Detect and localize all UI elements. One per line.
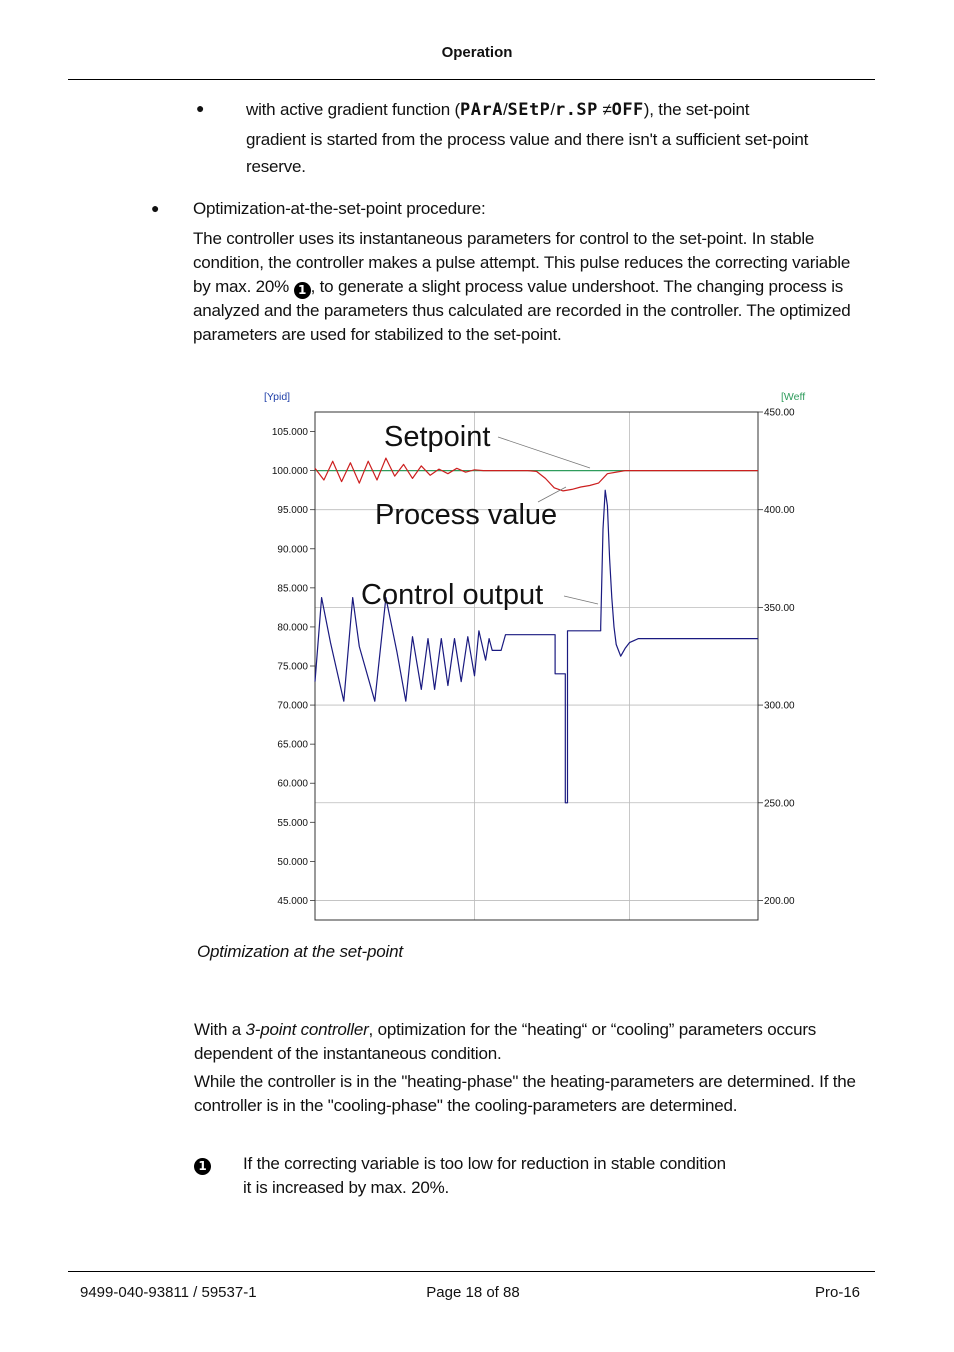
right-axis-label: [Weff (781, 391, 806, 403)
note-line1: If the correcting variable is too low for reduction in stable condition (243, 1154, 726, 1173)
bullet: ● (196, 100, 205, 116)
left-tick-label: 55.000 (277, 817, 308, 829)
optimization-line4: analyzed and the parameters thus calculated are recorded in the controller. The optimized (193, 301, 851, 320)
left-tick-label: 45.000 (277, 895, 308, 907)
left-tick-label: 80.000 (277, 622, 308, 634)
footnote-marker-icon: 1 (194, 1158, 211, 1175)
annotation-control-output: Control output (361, 579, 544, 611)
left-tick-label: 75.000 (277, 661, 308, 673)
right-tick-label: 400.00 (764, 505, 795, 517)
param-code: PArA (459, 100, 503, 120)
page-header-title: Operation (441, 44, 513, 61)
emphasis: 3-point controller (245, 1020, 369, 1039)
bullet: ● (151, 200, 160, 216)
gradient-bullet-line2: gradient is started from the process value and there isn't a sufficient set-point (246, 130, 809, 149)
optimization-line5: parameters are used for stabilized to the set-point. (193, 325, 562, 344)
left-axis-label: [Ypid] (264, 391, 291, 403)
optimization-line1: The controller uses its instantaneous parameters for control to the set-point. In stable (193, 229, 815, 248)
text-segment: with active gradient function ( (246, 100, 460, 119)
chart-grid (315, 412, 758, 920)
control-output-callout-line (564, 596, 598, 604)
text-segment: ), the set-point (643, 100, 750, 119)
right-tick-label: 300.00 (764, 700, 795, 712)
plot-frame (315, 412, 758, 920)
footer-product: Pro-16 (815, 1284, 861, 1301)
note-line2: it is increased by max. 20%. (243, 1178, 450, 1197)
setpoint-callout-line (498, 437, 590, 468)
footer-page-number: Page 18 of 88 (426, 1284, 520, 1301)
left-tick-label: 60.000 (277, 778, 308, 790)
footer-doc-number: 9499-040-93811 / 59537-1 (80, 1284, 257, 1301)
annotation-setpoint: Setpoint (384, 421, 491, 453)
left-axis-ticks (272, 427, 315, 907)
process-value-line (315, 458, 758, 491)
text-segment: , optimization for the “heating“ or “cooling” parameters occurs (368, 1020, 817, 1039)
text-segment: by max. 20% (193, 277, 290, 296)
left-tick-label: 65.000 (277, 739, 308, 751)
text-segment: With a (194, 1020, 246, 1039)
right-tick-label: 350.00 (764, 602, 795, 614)
text-segment: , to generate a slight process value undershoot. The changing process is (310, 277, 844, 296)
three-point-line4: controller is in the "cooling-phase" the cooling-parameters are determined. (194, 1096, 738, 1115)
three-point-line2: dependent of the instantaneous condition. (194, 1044, 502, 1063)
left-tick-label: 100.000 (271, 466, 308, 478)
gradient-bullet-line3: reserve. (246, 157, 306, 176)
left-tick-label: 70.000 (277, 700, 308, 712)
right-tick-label: 450.00 (764, 407, 795, 419)
optimization-line2: condition, the controller makes a pulse attempt. This pulse reduces the correcting variable (193, 253, 851, 272)
footer-rule (68, 1271, 875, 1272)
gradient-bullet-line1: with active gradient function (PArA/SEtP/r.SP ≠OFF), the set-point (246, 100, 750, 120)
left-tick-label: 85.000 (277, 583, 308, 595)
left-tick-label: 95.000 (277, 505, 308, 517)
left-tick-label: 50.000 (277, 856, 308, 868)
right-tick-label: 250.00 (764, 798, 795, 810)
control-output-line (315, 490, 758, 803)
right-axis-ticks (758, 408, 795, 907)
not-equal-sign: ≠ (602, 100, 612, 119)
figure-caption: Optimization at the set-point (197, 942, 403, 961)
annotation-process-value: Process value (375, 499, 558, 531)
param-code: OFF (611, 100, 644, 120)
left-tick-label: 90.000 (277, 544, 308, 556)
optimization-heading: Optimization-at-the-set-point procedure: (193, 199, 486, 218)
note-marker (194, 1155, 211, 1175)
footnote-marker-icon: 1 (294, 282, 311, 299)
three-point-line3: While the controller is in the "heating-phase" the heating-parameters are determined. If the (194, 1072, 856, 1091)
param-code: SEtP (507, 100, 551, 120)
right-tick-label: 200.00 (764, 895, 795, 907)
left-tick-label: 105.000 (271, 427, 308, 439)
three-point-line1 (194, 1018, 816, 1042)
param-code: r.SP (554, 100, 598, 120)
